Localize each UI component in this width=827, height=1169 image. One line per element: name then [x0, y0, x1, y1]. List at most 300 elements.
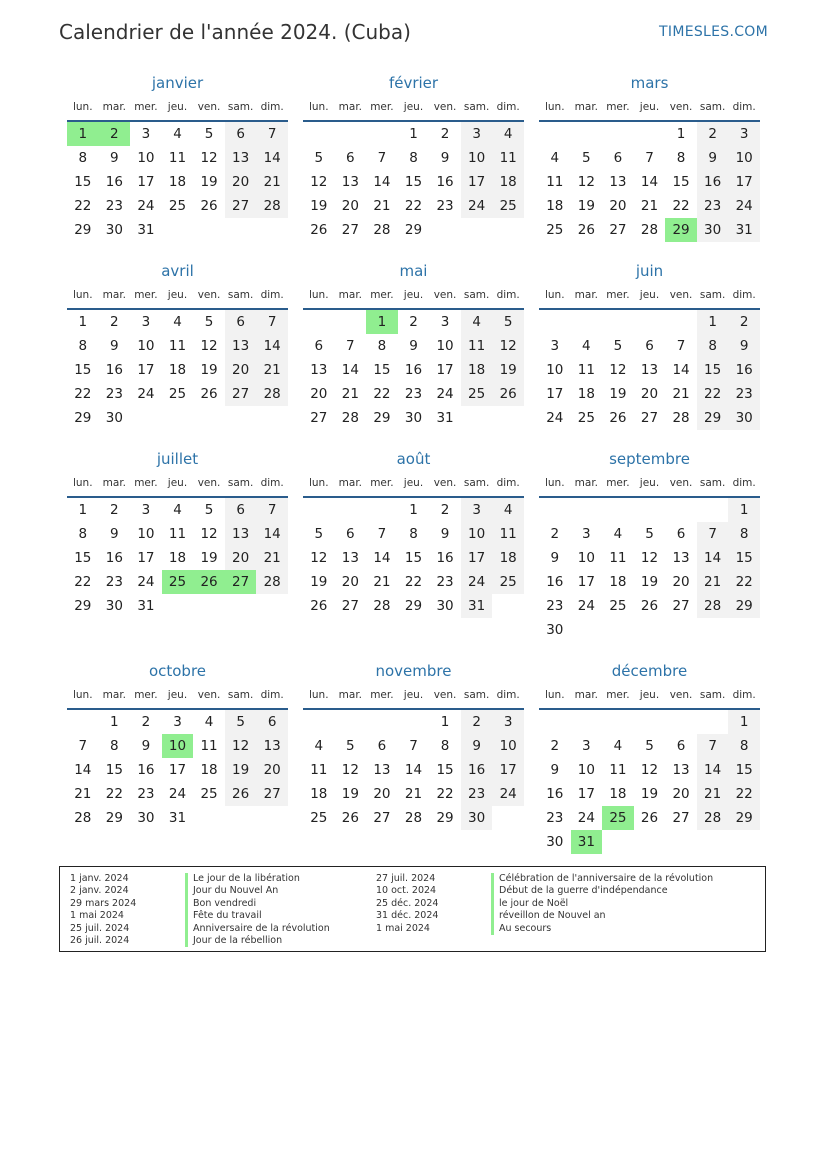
day-cell: 19: [200, 362, 218, 378]
day-cell: 22: [74, 574, 92, 590]
day-cell: 24: [577, 810, 595, 826]
day-cell: 14: [697, 758, 729, 782]
weekday-label: mar.: [102, 689, 127, 701]
weekday-label: sam.: [227, 689, 254, 701]
day-cell: 27: [672, 810, 690, 826]
day-cell: 31: [137, 598, 155, 614]
days-grid: [539, 310, 760, 460]
day-cell: 3: [582, 526, 591, 542]
day-cell: 7: [697, 734, 729, 758]
day-cell: 28: [256, 570, 288, 594]
weekday-label: jeu.: [639, 289, 660, 301]
day-cell: 15: [728, 758, 760, 782]
day-cell: 9: [697, 146, 729, 170]
legend-row: [60, 910, 330, 922]
day-cell: 18: [461, 358, 493, 382]
holiday-day-cell: 2: [99, 122, 131, 146]
day-cell: 2: [550, 738, 560, 754]
day-cell: 7: [377, 526, 387, 542]
day-cell: 11: [492, 522, 524, 546]
day-cell: 16: [436, 550, 454, 566]
day-cell: 18: [577, 386, 595, 402]
day-cell: 9: [110, 526, 119, 542]
day-cell: 16: [436, 174, 454, 190]
day-cell: 20: [609, 198, 627, 214]
day-cell: 18: [609, 786, 627, 802]
day-cell: 28: [256, 382, 288, 406]
weekday-label: sam.: [699, 477, 726, 489]
day-cell: 6: [377, 738, 387, 754]
weekday-label: mer.: [606, 101, 630, 113]
day-cell: 30: [546, 622, 564, 638]
day-cell: 9: [728, 334, 760, 358]
day-cell: 16: [105, 550, 123, 566]
weekday-label: lun.: [308, 477, 329, 489]
legend-row: [366, 898, 713, 910]
day-cell: 8: [78, 526, 88, 542]
day-cell: 19: [225, 758, 257, 782]
day-cell: 4: [492, 122, 524, 146]
day-cell: 8: [728, 522, 760, 546]
weekday-label: lun.: [308, 101, 329, 113]
month-name: octobre: [148, 662, 207, 680]
day-cell: 21: [341, 386, 359, 402]
weekday-label: sam.: [463, 477, 490, 489]
day-cell: 17: [461, 170, 493, 194]
day-cell: 4: [550, 150, 560, 166]
day-cell: 23: [546, 598, 564, 614]
weekday-label: mar.: [338, 689, 363, 701]
day-cell: 8: [409, 526, 418, 542]
day-cell: 24: [137, 574, 155, 590]
weekday-label: ven.: [669, 477, 693, 489]
weekday-label: ven.: [197, 477, 221, 489]
day-cell: 9: [550, 762, 560, 778]
month-block: [67, 448, 288, 648]
day-cell: 21: [697, 570, 729, 594]
legend-date: 10 oct. 2024: [376, 885, 437, 897]
day-cell: 24: [137, 198, 155, 214]
legend-date: 31 déc. 2024: [376, 910, 439, 922]
day-cell: 30: [105, 222, 123, 238]
weekday-label: mer.: [134, 477, 158, 489]
day-cell: 5: [645, 738, 654, 754]
day-cell: 30: [436, 598, 454, 614]
day-cell: 16: [697, 170, 729, 194]
weekday-header: [539, 682, 760, 708]
day-cell: 8: [676, 150, 686, 166]
legend-row: [60, 873, 330, 885]
day-cell: 11: [310, 762, 328, 778]
calendar-grid: [67, 72, 761, 862]
day-cell: 5: [613, 338, 623, 354]
day-cell: 7: [256, 310, 288, 334]
day-cell: 20: [341, 574, 359, 590]
day-cell: 18: [168, 362, 187, 378]
day-cell: 29: [404, 598, 423, 614]
day-cell: 26: [200, 198, 218, 214]
day-cell: 11: [168, 150, 187, 166]
day-cell: 5: [204, 314, 214, 330]
day-cell: 26: [225, 782, 257, 806]
day-cell: 11: [200, 738, 218, 754]
day-cell: 5: [314, 526, 324, 542]
month-block: [539, 448, 760, 648]
day-cell: 3: [141, 314, 151, 330]
day-cell: 23: [105, 574, 123, 590]
legend-holiday-name: Fête du travail: [185, 910, 262, 922]
weekday-label: ven.: [669, 289, 693, 301]
weekday-label: sam.: [463, 101, 490, 113]
day-cell: 14: [256, 522, 288, 546]
legend-holiday-name: Jour de la rébellion: [185, 935, 282, 947]
day-cell: 20: [225, 170, 257, 194]
holiday-day-cell: 27: [225, 570, 257, 594]
weekday-label: ven.: [433, 477, 457, 489]
legend-holiday-name: Début de la guerre d'indépendance: [491, 885, 668, 897]
month-name: août: [396, 450, 431, 468]
day-cell: 16: [546, 786, 564, 802]
weekday-label: mer.: [134, 101, 158, 113]
day-cell: 19: [200, 174, 218, 190]
day-cell: 24: [461, 570, 493, 594]
day-cell: 28: [404, 810, 423, 826]
day-cell: 4: [173, 502, 182, 518]
day-cell: 10: [577, 762, 595, 778]
day-cell: 26: [609, 410, 627, 426]
day-cell: 12: [310, 550, 328, 566]
day-cell: 16: [404, 362, 423, 378]
day-cell: 4: [461, 310, 493, 334]
weekday-header: [539, 470, 760, 496]
day-cell: 10: [137, 526, 155, 542]
day-cell: 9: [409, 338, 418, 354]
legend-date: 25 déc. 2024: [376, 897, 439, 909]
day-cell: 22: [404, 198, 423, 214]
day-cell: 20: [640, 386, 659, 402]
weekday-label: mar.: [102, 477, 127, 489]
day-cell: 25: [168, 198, 187, 214]
day-cell: 6: [346, 526, 355, 542]
day-cell: 17: [137, 550, 155, 566]
day-cell: 8: [110, 738, 119, 754]
weekday-label: mar.: [338, 101, 363, 113]
day-cell: 17: [436, 362, 454, 378]
day-cell: 6: [225, 498, 257, 522]
month-block: [539, 260, 760, 460]
day-cell: 20: [672, 574, 690, 590]
day-cell: 20: [225, 546, 257, 570]
day-cell: 17: [461, 546, 493, 570]
day-cell: 3: [492, 710, 524, 734]
day-cell: 28: [74, 810, 92, 826]
day-cell: 8: [728, 734, 760, 758]
holiday-day-cell: 29: [665, 218, 697, 242]
weekday-label: mer.: [370, 477, 394, 489]
day-cell: 10: [137, 338, 155, 354]
month-name: juin: [635, 262, 664, 280]
day-cell: 13: [373, 762, 391, 778]
day-cell: 30: [697, 218, 729, 242]
days-grid: [539, 710, 760, 860]
day-cell: 15: [436, 762, 454, 778]
legend-row: [60, 898, 330, 910]
weekday-label: mar.: [338, 477, 363, 489]
day-cell: 21: [404, 786, 423, 802]
day-cell: 31: [436, 410, 454, 426]
weekday-label: jeu.: [167, 289, 188, 301]
day-cell: 28: [373, 598, 391, 614]
weekday-label: jeu.: [639, 477, 660, 489]
legend-row: [60, 885, 330, 897]
weekday-label: mer.: [606, 477, 630, 489]
day-cell: 25: [492, 194, 524, 218]
day-cell: 3: [461, 122, 493, 146]
day-cell: 25: [609, 598, 627, 614]
day-cell: 23: [697, 194, 729, 218]
day-cell: 28: [697, 806, 729, 830]
day-cell: 16: [105, 174, 123, 190]
day-cell: 19: [200, 550, 218, 566]
day-cell: 24: [492, 782, 524, 806]
day-cell: 2: [440, 502, 450, 518]
day-cell: 24: [546, 410, 564, 426]
day-cell: 22: [74, 386, 92, 402]
day-cell: 27: [341, 598, 359, 614]
day-cell: 29: [697, 406, 729, 430]
day-cell: 29: [728, 806, 760, 830]
day-cell: 19: [640, 786, 659, 802]
day-cell: 15: [728, 546, 760, 570]
day-cell: 15: [74, 174, 92, 190]
day-cell: 5: [346, 738, 355, 754]
legend-date: 1 janv. 2024: [70, 873, 129, 884]
day-cell: 18: [310, 786, 328, 802]
day-cell: 28: [672, 410, 690, 426]
day-cell: 18: [609, 574, 627, 590]
day-cell: 23: [137, 786, 155, 802]
day-cell: 19: [609, 386, 627, 402]
day-cell: 17: [137, 174, 155, 190]
day-cell: 10: [461, 522, 493, 546]
weekday-label: mar.: [574, 689, 599, 701]
month-block: [539, 660, 760, 860]
day-cell: 12: [577, 174, 595, 190]
day-cell: 12: [492, 334, 524, 358]
day-cell: 6: [225, 122, 257, 146]
weekday-label: mar.: [102, 101, 127, 113]
weekday-label: ven.: [197, 101, 221, 113]
weekday-label: dim.: [732, 477, 756, 489]
day-cell: 7: [256, 498, 288, 522]
day-cell: 25: [577, 410, 595, 426]
day-cell: 10: [137, 150, 155, 166]
weekday-label: mer.: [370, 289, 394, 301]
day-cell: 17: [546, 386, 564, 402]
legend-row: [366, 873, 713, 885]
day-cell: 7: [676, 338, 686, 354]
weekday-label: jeu.: [403, 477, 424, 489]
day-cell: 22: [728, 570, 760, 594]
day-cell: 19: [577, 198, 595, 214]
day-cell: 16: [137, 762, 155, 778]
weekday-label: jeu.: [403, 689, 424, 701]
day-cell: 23: [105, 386, 123, 402]
day-cell: 3: [550, 338, 560, 354]
month-block: [303, 660, 524, 860]
weekday-label: mar.: [574, 101, 599, 113]
day-cell: 8: [440, 738, 450, 754]
weekday-label: lun.: [544, 477, 565, 489]
day-cell: 28: [341, 410, 359, 426]
legend-column-left: [60, 873, 330, 947]
weekday-header: [67, 470, 288, 496]
day-cell: 29: [74, 222, 92, 238]
holiday-day-cell: 1: [67, 122, 99, 146]
day-cell: 21: [256, 546, 288, 570]
month-name: septembre: [609, 450, 690, 468]
day-cell: 15: [404, 550, 423, 566]
weekday-header: [303, 682, 524, 708]
holiday-day-cell: 31: [571, 830, 603, 854]
day-cell: 19: [492, 358, 524, 382]
day-cell: 24: [168, 786, 187, 802]
day-cell: 18: [546, 198, 564, 214]
day-cell: 23: [105, 198, 123, 214]
day-cell: 22: [404, 574, 423, 590]
day-cell: 29: [436, 810, 454, 826]
day-cell: 29: [74, 410, 92, 426]
day-cell: 13: [225, 522, 257, 546]
day-cell: 28: [256, 194, 288, 218]
weekday-label: ven.: [433, 289, 457, 301]
day-cell: 30: [728, 406, 760, 430]
day-cell: 3: [173, 714, 182, 730]
day-cell: 8: [78, 150, 88, 166]
day-cell: 4: [314, 738, 324, 754]
day-cell: 8: [377, 338, 387, 354]
day-cell: 12: [200, 338, 218, 354]
weekday-label: ven.: [433, 101, 457, 113]
day-cell: 13: [672, 550, 690, 566]
day-cell: 24: [137, 386, 155, 402]
month-block: [67, 72, 288, 272]
day-cell: 27: [640, 410, 659, 426]
day-cell: 10: [461, 146, 493, 170]
legend-holiday-name: Bon vendredi: [185, 898, 256, 910]
day-cell: 5: [204, 126, 214, 142]
day-cell: 13: [672, 762, 690, 778]
day-cell: 28: [697, 594, 729, 618]
weekday-label: jeu.: [167, 477, 188, 489]
day-cell: 13: [609, 174, 627, 190]
day-cell: 16: [546, 574, 564, 590]
day-cell: 25: [168, 386, 187, 402]
weekday-header: [67, 682, 288, 708]
legend-date: 27 juil. 2024: [376, 873, 436, 884]
weekday-label: jeu.: [403, 289, 424, 301]
legend-row: [60, 935, 330, 947]
weekday-label: mar.: [574, 289, 599, 301]
holiday-day-cell: 1: [366, 310, 398, 334]
weekday-label: lun.: [544, 101, 565, 113]
weekday-label: ven.: [433, 689, 457, 701]
month-name: juillet: [156, 450, 199, 468]
day-cell: 10: [577, 550, 595, 566]
day-cell: 23: [436, 574, 454, 590]
day-cell: 22: [436, 786, 454, 802]
day-cell: 12: [341, 762, 359, 778]
day-cell: 19: [341, 786, 359, 802]
weekday-label: mer.: [134, 289, 158, 301]
month-block: [539, 72, 760, 272]
brand-link[interactable]: TIMESLES.COM: [659, 24, 768, 40]
day-cell: 12: [200, 150, 218, 166]
weekday-label: ven.: [669, 689, 693, 701]
weekday-label: ven.: [197, 289, 221, 301]
day-cell: 9: [141, 738, 151, 754]
day-cell: 20: [256, 758, 288, 782]
weekday-label: lun.: [308, 689, 329, 701]
day-cell: 5: [204, 502, 214, 518]
holiday-day-cell: 26: [193, 570, 225, 594]
day-cell: 7: [78, 738, 88, 754]
day-cell: 27: [609, 222, 627, 238]
weekday-label: dim.: [260, 689, 284, 701]
legend-row: [60, 923, 330, 935]
weekday-label: sam.: [699, 689, 726, 701]
month-name: novembre: [375, 662, 452, 680]
weekday-label: mer.: [370, 101, 394, 113]
day-cell: 15: [373, 362, 391, 378]
day-cell: 6: [314, 338, 324, 354]
day-cell: 4: [613, 738, 623, 754]
day-cell: 8: [697, 334, 729, 358]
day-cell: 16: [728, 358, 760, 382]
weekday-label: mar.: [102, 289, 127, 301]
weekday-label: jeu.: [639, 689, 660, 701]
day-cell: 10: [492, 734, 524, 758]
day-cell: 14: [256, 334, 288, 358]
day-cell: 1: [78, 502, 88, 518]
weekday-label: lun.: [72, 289, 93, 301]
day-cell: 6: [676, 526, 686, 542]
day-cell: 13: [225, 334, 257, 358]
weekday-header: [303, 94, 524, 120]
day-cell: 25: [461, 382, 493, 406]
legend-holiday-name: Jour du Nouvel An: [185, 885, 278, 897]
day-cell: 23: [546, 810, 564, 826]
day-cell: 1: [697, 310, 729, 334]
day-cell: 9: [440, 150, 450, 166]
day-cell: 20: [672, 786, 690, 802]
weekday-label: ven.: [669, 101, 693, 113]
day-cell: 15: [105, 762, 123, 778]
day-cell: 11: [546, 174, 564, 190]
weekday-label: dim.: [496, 289, 520, 301]
month-block: [303, 448, 524, 648]
day-cell: 26: [640, 810, 659, 826]
day-cell: 1: [728, 498, 760, 522]
weekday-label: sam.: [227, 101, 254, 113]
day-cell: 30: [137, 810, 155, 826]
day-cell: 21: [672, 386, 690, 402]
day-cell: 1: [676, 126, 686, 142]
day-cell: 7: [409, 738, 418, 754]
day-cell: 13: [310, 362, 328, 378]
days-grid: [539, 122, 760, 272]
day-cell: 12: [310, 174, 328, 190]
